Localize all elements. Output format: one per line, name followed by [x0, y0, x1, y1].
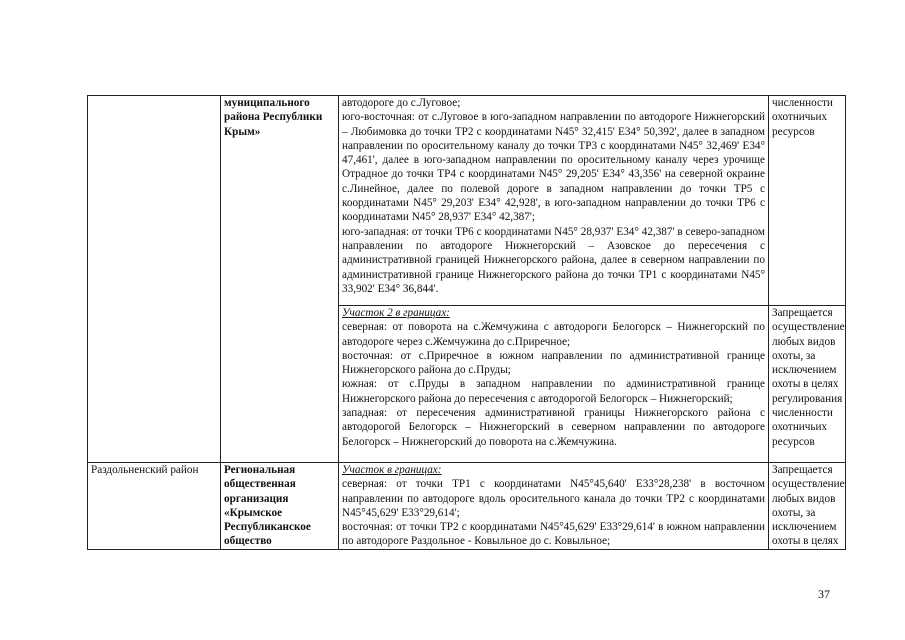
boundary-line: западная: от пересечения административной границы Нижнегорского района с автодорогой Белогорск – Нижнегорский в северном направлении по автодороге Белогорск – Нижнегорский до поворота на с.Жемчужина. — [342, 407, 765, 448]
boundary-line: автодороге до с.Луговое; — [342, 97, 461, 109]
organization-cell: муниципального района Республики Крым» — [221, 96, 339, 463]
boundary-description-cell — [339, 306, 769, 463]
restriction-note-cell: Запрещается осуществление любых видов охоты, за исключением охоты в целях регулирования численности охотничьих ресурсов — [769, 306, 846, 463]
restriction-note-cell: Запрещается осуществление любых видов охоты, за исключением охоты в целях — [769, 463, 846, 550]
page-number: 37 — [818, 587, 830, 601]
boundary-line: южная: от с.Пруды в западном направлении по административной границе Нижнегорского района до пересечения с автодорогой Белогорск – Нижнегорский; — [342, 378, 765, 405]
boundary-description-cell — [339, 463, 769, 550]
boundary-line: северная: от точки ТР1 с координатами N45°45,640' Е33°28,238' в восточном направлении по автодороге вдоль оросительного канала до точки ТР2 с координатами N45°45,629' Е33°29,614'; — [342, 478, 765, 519]
boundaries-table — [87, 95, 846, 550]
boundary-line: юго-западная: от точки ТР6 с координатами N45° 28,937' Е34° 42,387' в северо-западном направлении по автодороге Нижнегорский – Азовское до пересечения с административной границей Нижнегорского района, далее в северном направлении по административной границе Нижнегорского района до точки ТР1 с координатами N45° 33,902' Е34° 36,844'. — [342, 225, 765, 295]
boundary-line: юго-восточная: от с.Луговое в юго-западном направлении по автодороге Нижнегорский – Любимовка до точки ТР2 с координатами N45° 32,415' Е34° 50,392', далее в западном направлении по оросительному каналу до точки ТР3 с координатами N45° 32,469' Е34° 47,461', далее в юго-западном направлении по оросительному каналу через урочище Отрадное до точки ТР4 с координатами N45° 29,205' Е34° 43,356' на северной окраине с.Линейное, далее по полевой дороге в западном направлении до точки ТР5 с координатами N45° 29,203' Е34° 42,928', в юго-западном направлении до точки ТР6 с координатами N45° 28,937' Е34° 42,387'; — [342, 111, 765, 224]
boundary-line: восточная: от точки ТР2 с координатами N45°45,629' Е33°29,614' в южном направлении по автодороге Раздольное - Ковыльное до с. Ковыльное; — [342, 521, 765, 548]
district-cell — [88, 96, 221, 463]
section-heading: Участок 2 в границах: — [342, 307, 450, 319]
section-heading: Участок в границах: — [342, 464, 442, 476]
boundary-line: северная: от поворота на с.Жемчужина с автодороги Белогорск – Нижнегорский по автодороге через с.Жемчужина до с.Приречное; — [342, 321, 765, 348]
restriction-note-cell: численности охотничьих ресурсов — [769, 96, 846, 306]
table-row — [88, 463, 846, 550]
organization-cell: Региональная общественная организация «Крымское Республиканское общество — [221, 463, 339, 550]
boundary-line: восточная: от с.Приречное в южном направлении по административной границе Нижнегорского района до с.Пруды; — [342, 349, 765, 377]
district-cell: Раздольненский район — [88, 463, 221, 550]
table-row — [88, 96, 846, 306]
boundary-description-cell — [339, 96, 769, 306]
